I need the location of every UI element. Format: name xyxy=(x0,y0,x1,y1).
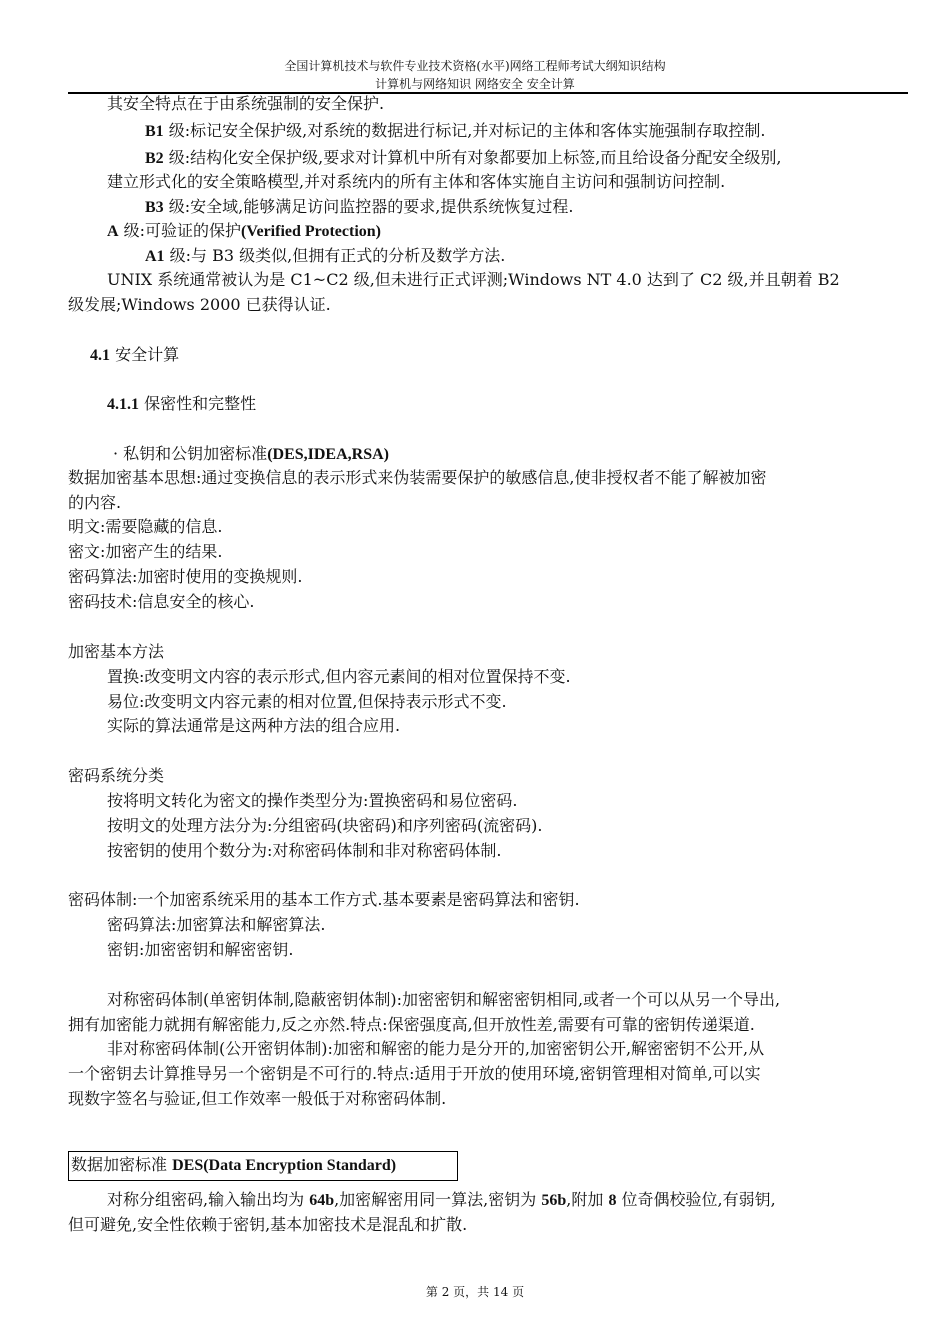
bullet-bold: (DES,IDEA,RSA) xyxy=(267,446,389,463)
list-item: 密码算法:加密算法和解密算法. xyxy=(107,915,326,934)
a1-label: A1 xyxy=(145,248,165,265)
paragraph-line: 建立形式化的安全策略模型,并对系统内的所有主体和客体实施自主访问和强制访问控制. xyxy=(107,172,726,191)
a-level-line xyxy=(107,219,910,244)
paragraph-line: 拥有加密能力就拥有解密能力,反之亦然.特点:保密强度高,但开放性差,需要有可靠的密钥传递渠道. xyxy=(68,1015,755,1034)
section-title: 安全计算 xyxy=(110,345,180,364)
a1-text: 级:与 B3 级类似,但拥有正式的分析及数学方法. xyxy=(164,246,506,265)
des-text: ,附加 xyxy=(566,1190,609,1209)
section-heading-4-1-1 xyxy=(107,392,910,417)
section-number: 4.1.1 xyxy=(107,396,139,413)
paragraph-line: 其安全特点在于由系统强制的安全保护. xyxy=(107,94,385,113)
bullet-heading xyxy=(113,442,916,467)
list-item: 按密钥的使用个数分为:对称密码体制和非对称密码体制. xyxy=(107,841,502,860)
list-item: 置换:改变明文内容的表示形式,但内容元素间的相对位置保持不变. xyxy=(107,667,571,686)
paragraph-line: 现数字签名与验证,但工作效率一般低于对称密码体制. xyxy=(68,1089,447,1108)
b2-level-line xyxy=(107,146,910,171)
b2-text: 级:结构化安全保护级,要求对计算机中所有对象都要加上标签,而且给设备分配安全级别, xyxy=(163,148,782,167)
paragraph-line: UNIX 系统通常被认为是 C1~C2 级,但未进行正式评测;Windows NT 4.0 达到了 C2 级,并且朝着 B2 xyxy=(107,270,840,289)
a-label: A xyxy=(107,223,119,240)
paragraph-line: 一个密钥去计算推导另一个密钥是不可行的.特点:适用于开放的使用环境,密钥管理相对简单,可以实 xyxy=(68,1064,761,1083)
b1-text: 级:标记安全保护级,对系统的数据进行标记,并对标记的主体和客体实施强制存取控制. xyxy=(163,121,766,140)
des-title-bold: DES(Data Encryption Standard) xyxy=(172,1157,397,1174)
page-footer: 第 2 页，共 14 页 xyxy=(425,1285,525,1299)
a-text: 级:可验证的保护 xyxy=(118,221,242,240)
paragraph-line: 对称密码体制(单密钥体制,隐蔽密钥体制):加密密钥和解密密钥相同,或者一个可以从另一个导出, xyxy=(107,990,781,1009)
definition-line: 密码算法:加密时使用的变换规则. xyxy=(68,567,303,586)
a1-level-line xyxy=(107,244,910,269)
list-item: 易位:改变明文内容元素的相对位置,但保持表示形式不变. xyxy=(107,692,507,711)
definition-line: 密文:加密产生的结果. xyxy=(68,542,223,561)
des-parity-bits: 8 xyxy=(608,1192,617,1209)
list-item: 按明文的处理方法分为:分组密码(块密码)和序列密码(流密码). xyxy=(107,816,543,835)
bullet-text: · 私钥和公钥加密标准 xyxy=(113,444,268,463)
b1-level-line xyxy=(107,119,910,144)
b3-text: 级:安全域,能够满足访问监控器的要求,提供系统恢复过程. xyxy=(163,197,574,216)
list-item: 实际的算法通常是这两种方法的组合应用. xyxy=(107,716,401,735)
list-item: 按将明文转化为密文的操作类型分为:置换密码和易位密码. xyxy=(107,791,518,810)
list-item: 密钥:加密密钥和解密密钥. xyxy=(107,940,294,959)
paragraph-line: 的内容. xyxy=(68,493,122,512)
b1-label: B1 xyxy=(145,123,164,140)
des-title-text: 数据加密标准 xyxy=(71,1155,173,1174)
running-header-line1: 全国计算机技术与软件专业技术资格(水平)网络工程师考试大纲知识结构 xyxy=(284,59,666,73)
b2-label: B2 xyxy=(145,150,164,167)
running-header-line2: 计算机与网络知识 网络安全 安全计算 xyxy=(375,77,575,91)
paragraph-line: 级发展;Windows 2000 已获得认证. xyxy=(68,295,331,314)
definition-line: 明文:需要隐藏的信息. xyxy=(68,517,223,536)
b3-level-line xyxy=(107,195,910,220)
des-text: 位奇偶校验位,有弱钥, xyxy=(616,1190,776,1209)
des-key-size: 56b xyxy=(541,1192,567,1209)
des-block-size: 64b xyxy=(309,1192,335,1209)
paragraph-line: 密码体制:一个加密系统采用的基本工作方式.基本要素是密码算法和密钥. xyxy=(68,890,580,909)
des-text: ,加密解密用同一算法,密钥为 xyxy=(334,1190,542,1209)
paragraph-line: 非对称密码体制(公开密钥体制):加密和解密的能力是分开的,加密密钥公开,解密密钥不公开,从 xyxy=(107,1039,765,1058)
paragraph-line: 数据加密基本思想:通过变换信息的表示形式来伪装需要保护的敏感信息,使非授权者不能了解被加密 xyxy=(68,468,767,487)
a-verified: (Verified Protection) xyxy=(241,223,381,240)
section-title: 保密性和完整性 xyxy=(139,394,257,413)
b3-label: B3 xyxy=(145,199,164,216)
des-paragraph-line: 但可避免,安全性依赖于密钥,基本加密技术是混乱和扩散. xyxy=(68,1215,468,1234)
subheading: 加密基本方法 xyxy=(68,642,165,661)
des-text: 对称分组密码,输入输出均为 xyxy=(107,1190,310,1209)
section-heading-4-1 xyxy=(90,343,932,368)
des-paragraph-line xyxy=(107,1188,910,1213)
section-number: 4.1 xyxy=(90,347,110,364)
definition-line: 密码技术:信息安全的核心. xyxy=(68,592,255,611)
subheading: 密码系统分类 xyxy=(68,766,165,785)
des-title xyxy=(71,1153,913,1178)
